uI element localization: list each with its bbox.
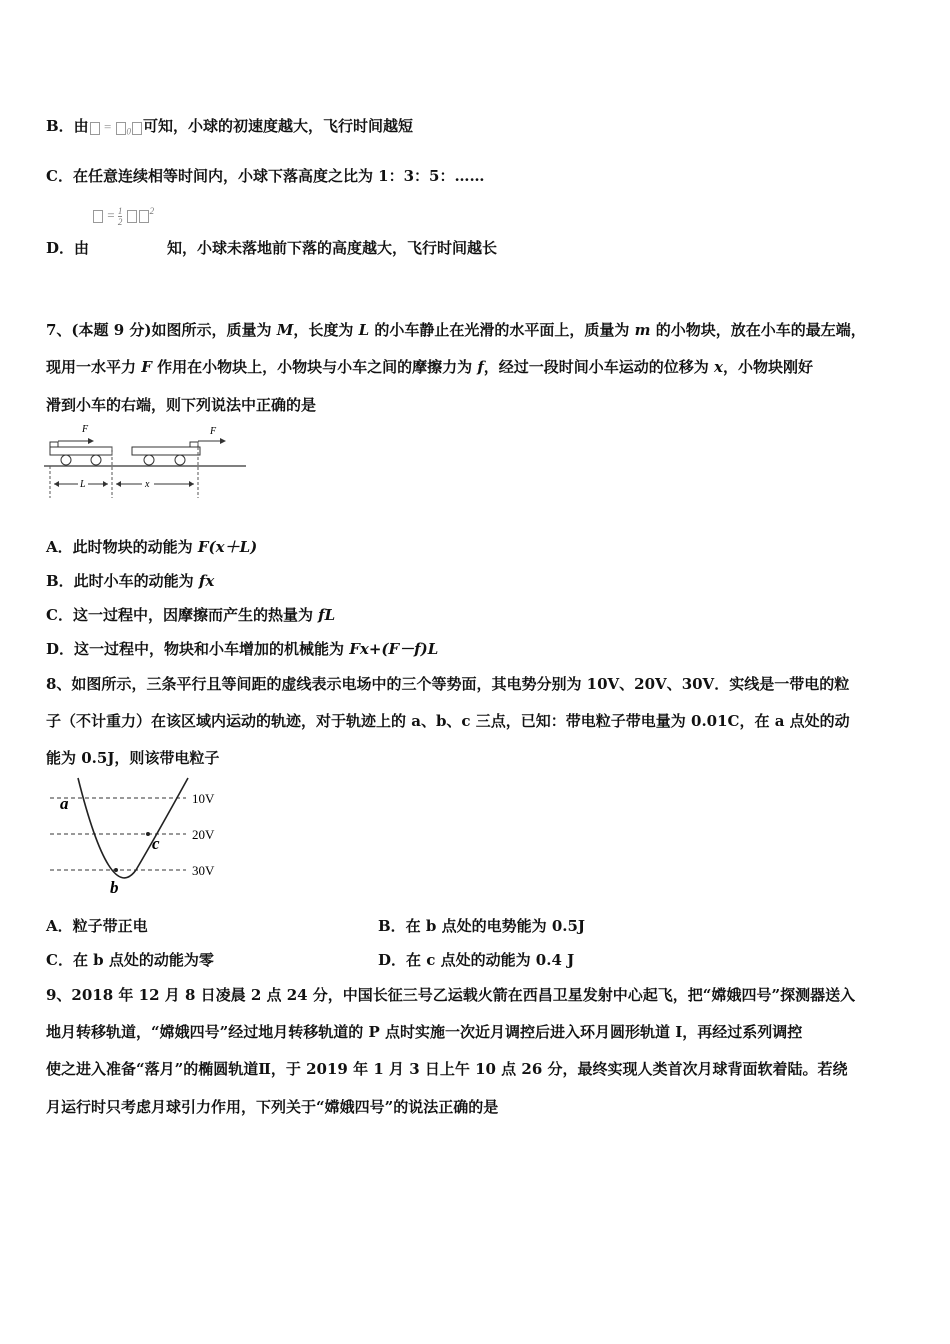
q7-stem-line-3: 滑到小车的右端，则下列说法中正确的是: [46, 396, 317, 414]
q8-option-c: C．在 b 点处的动能为零: [46, 951, 214, 969]
q6-option-c: C．在任意连续相等时间内，小球下落高度之比为 1：3：5：……: [46, 167, 485, 185]
q8-option-a: A．粒子带正电: [46, 917, 148, 935]
q9-stem-line-2: 地月转移轨道，“嫦娥四号”经过地月转移轨道的 P 点时实施一次近月调控后进入环月圆形轨道 I，再经过系列调控: [46, 1023, 803, 1041]
point-c: c: [152, 834, 160, 853]
formula-placeholder: = $_0$: [89, 119, 143, 134]
q7-option-d: D．这一过程中，物块和小车增加的机械能为 Fx+(F－f)L: [46, 640, 439, 658]
point-b: b: [110, 878, 119, 897]
q7-option-c: C．这一过程中，因摩擦而产生的热量为 fL: [46, 606, 336, 624]
q8-option-d: D．在 c 点处的动能为 0.4 J: [378, 951, 575, 969]
q6-option-b: B．由 = $_0$ 可知，小球的初速度越大，飞行时间越短: [46, 117, 414, 137]
q8-stem-line-2: 子（不计重力）在该区域内运动的轨迹，对于轨迹上的 a、b、c 三点，已知：带电粒子带电量为 0.01C，在 a 点处的动: [46, 712, 850, 730]
point-a: a: [60, 794, 69, 813]
q7-cart-figure: [44, 420, 254, 500]
disp-label: x: [145, 479, 150, 490]
length-label: L: [80, 479, 86, 490]
q6-d-formula: = $\frac{1}{2}$ $^2$: [92, 206, 154, 227]
q8-stem-line-1: 8、如图所示，三条平行且等间距的虚线表示电场中的三个等势面，其电势分别为 10V、20V、30V．实线是一带电的粒: [46, 675, 850, 693]
q9-stem-line-4: 月运行时只考虑月球引力作用，下列关于“嫦娥四号”的说法正确的是: [46, 1098, 499, 1116]
force-label-1: F: [82, 424, 89, 435]
equipotential-20v: 20V: [192, 827, 215, 842]
q7-option-a: A．此时物块的动能为 F(x＋L): [46, 538, 258, 556]
q8-stem-line-3: 能为 0.5J，则该带电粒子: [46, 749, 220, 767]
q8-field-figure: [46, 776, 246, 900]
q8-option-b: B．在 b 点处的电势能为 0.5J: [378, 917, 586, 935]
q9-stem-line-3: 使之进入准备“落月”的椭圆轨道Ⅱ，于 2019 年 1 月 3 日上午 10 点 26 分，最终实现人类首次月球背面软着陆。若绕: [46, 1060, 848, 1078]
force-label-2: F: [210, 426, 217, 437]
q7-stem-line-1: 7、(本题 9 分)如图所示，质量为 M，长度为 L 的小车静止在光滑的水平面上，质量为 m 的小物块，放在小车的最左端，: [46, 321, 866, 339]
q7-option-b: B．此时小车的动能为 fx: [46, 572, 215, 590]
equipotential-10v: 10V: [192, 791, 215, 806]
q7-stem-line-2: 现用一水平力 F 作用在小物块上，小物块与小车之间的摩擦力为 f，经过一段时间小车运动的位移为 x，小物块刚好: [46, 358, 813, 376]
equipotential-30v: 30V: [192, 863, 215, 878]
q9-stem-line-1: 9、2018 年 12 月 8 日凌晨 2 点 24 分，中国长征三号乙运载火箭在西昌卫星发射中心起飞，把“嫦娥四号”探测器送入: [46, 986, 856, 1004]
q6-option-d: D．由 知，小球未落地前下落的高度越大，飞行时间越长: [46, 239, 498, 257]
